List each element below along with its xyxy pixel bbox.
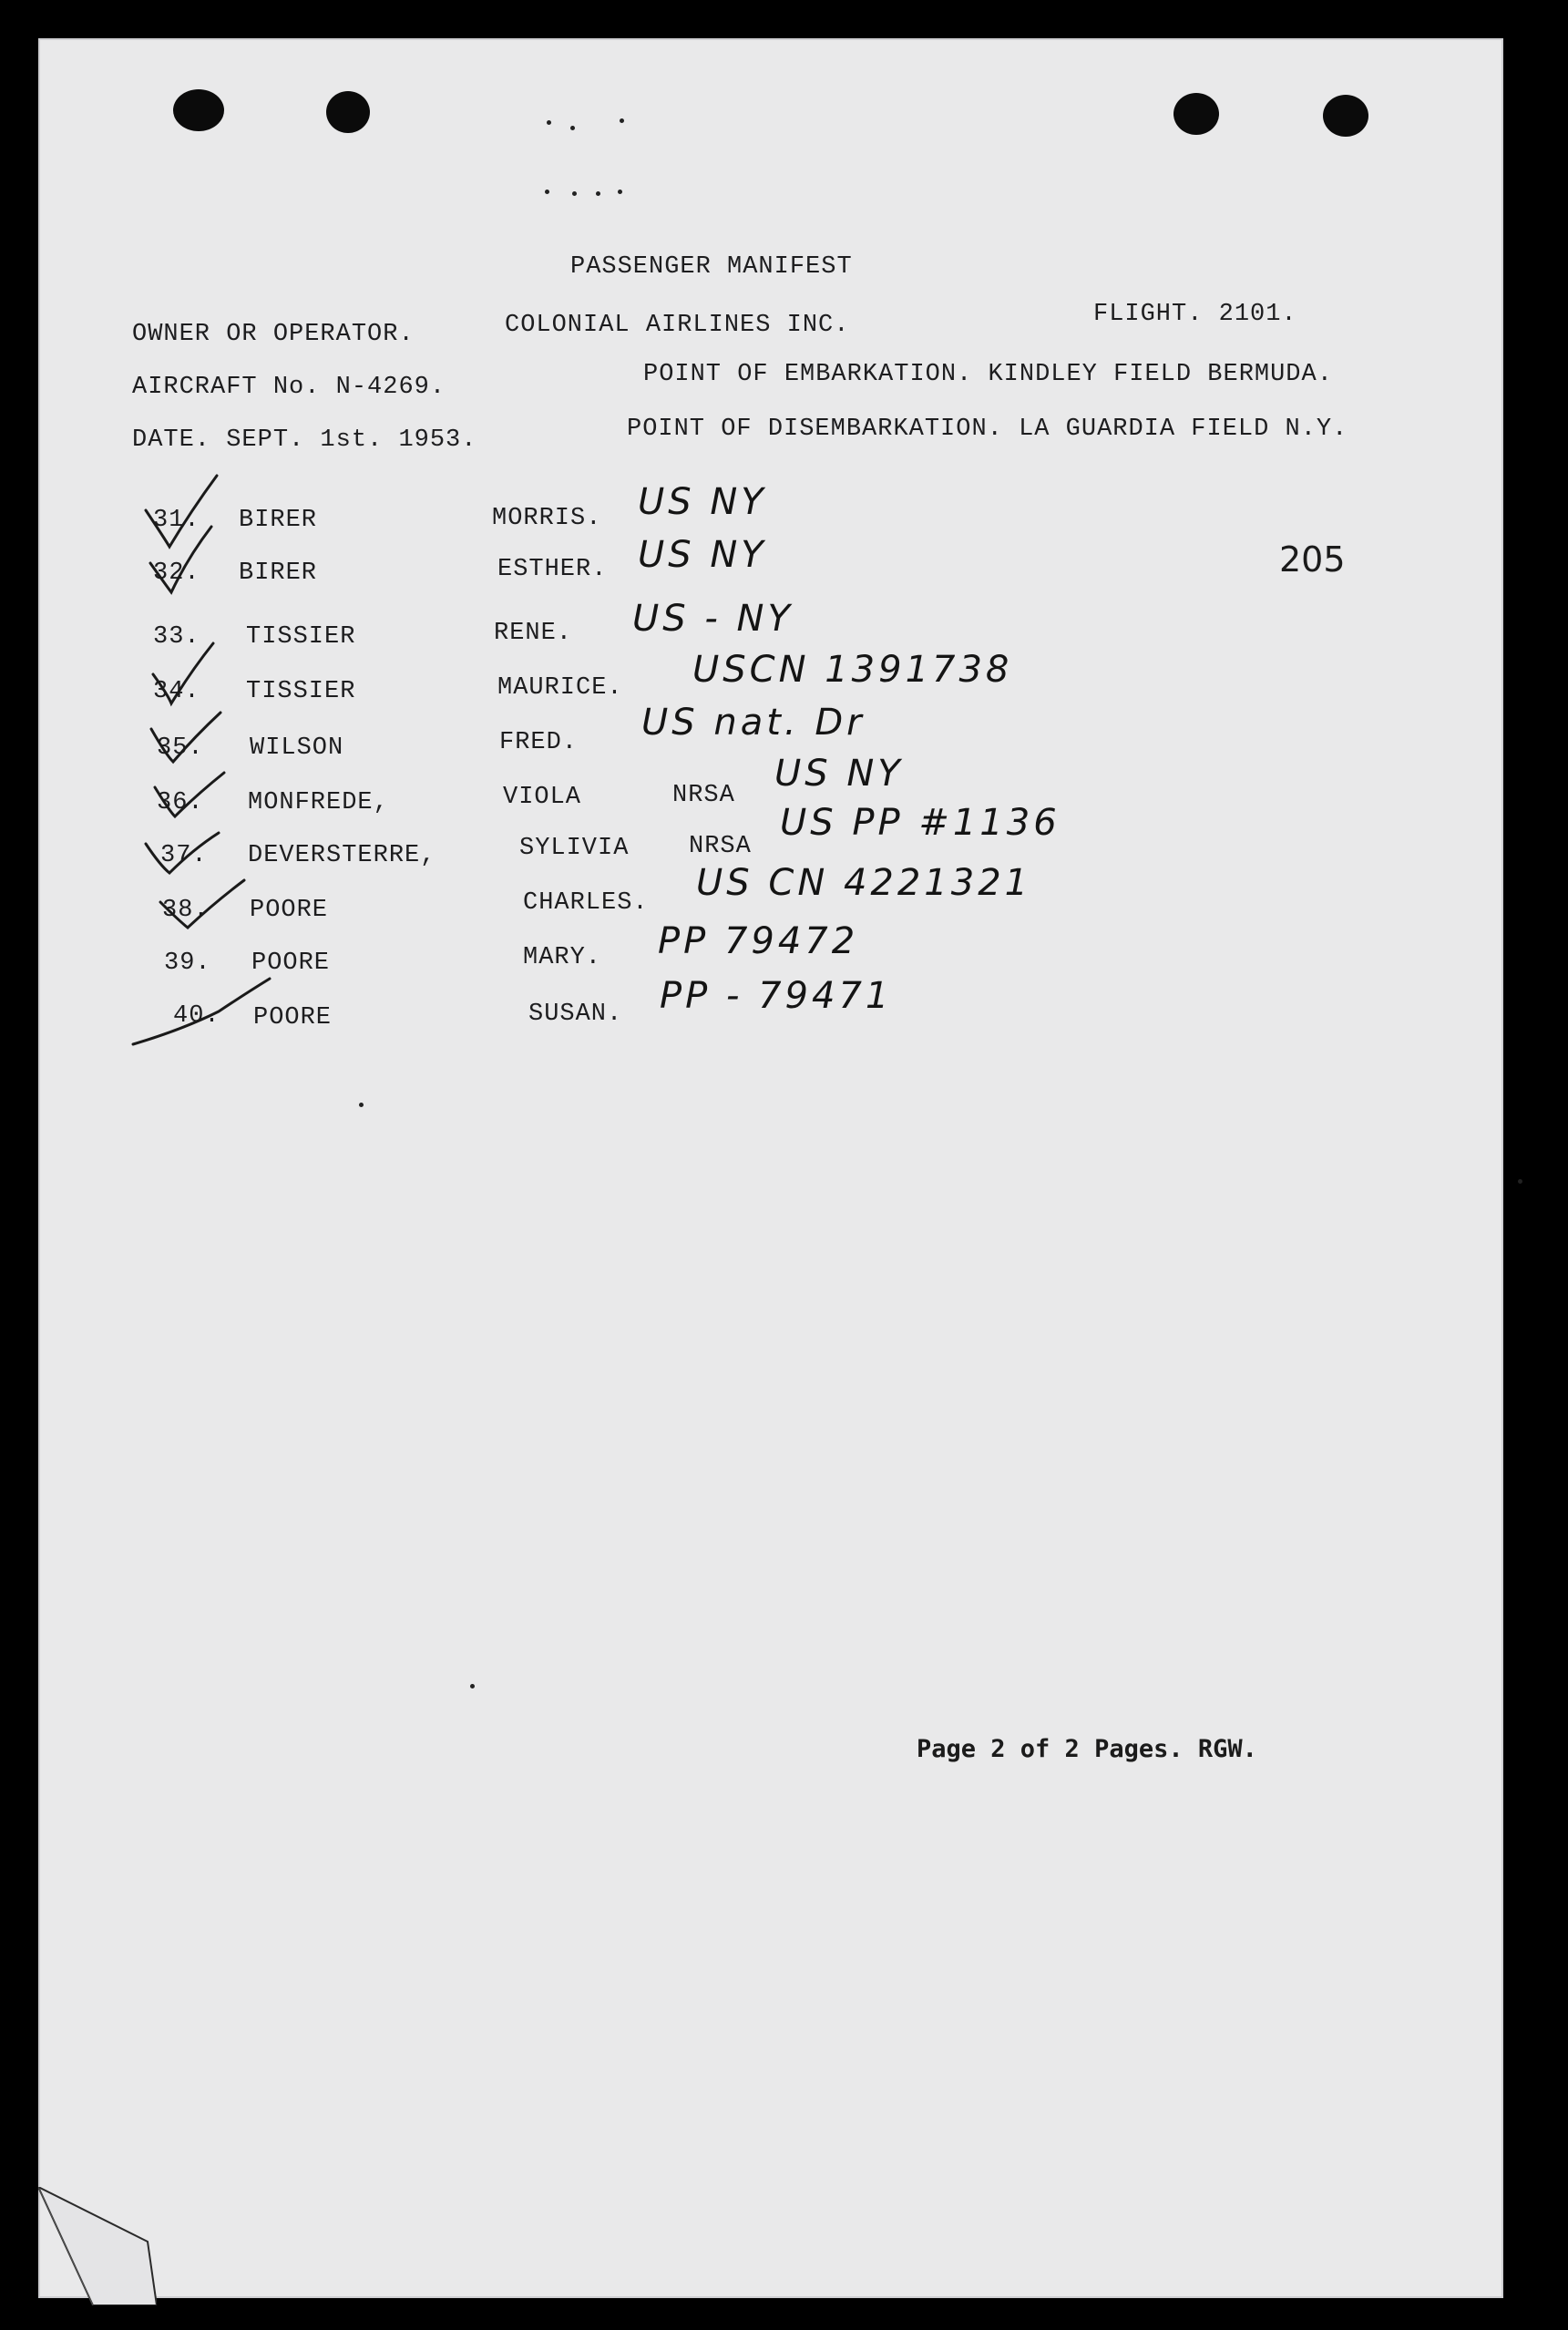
- page-footer: Page 2 of 2 Pages. RGW.: [917, 1735, 1257, 1763]
- paper-speck: [618, 190, 622, 194]
- passenger-handwritten-note: US NY: [774, 753, 904, 795]
- passenger-number: 39.: [164, 949, 211, 977]
- passenger-number: 34.: [153, 678, 200, 705]
- passenger-number: 35.: [157, 734, 204, 762]
- passenger-number: 40.: [173, 1002, 220, 1030]
- paper-speck: [620, 118, 624, 123]
- passenger-surname: POORE: [250, 897, 329, 924]
- folded-corner: [38, 2187, 157, 2305]
- passenger-surname: BIRER: [239, 507, 318, 534]
- passenger-status: NRSA: [689, 833, 752, 860]
- passenger-surname: TISSIER: [246, 678, 356, 705]
- paper-speck: [470, 1684, 475, 1688]
- paper-speck: [572, 191, 577, 196]
- passenger-surname: POORE: [253, 1004, 333, 1032]
- passenger-number: 31.: [153, 507, 200, 534]
- passenger-given-name: RENE.: [494, 620, 573, 647]
- passenger-handwritten-note: PP 79472: [658, 920, 859, 962]
- passenger-surname: DEVERSTERRE,: [248, 842, 436, 869]
- paper-speck: [570, 126, 575, 130]
- passenger-given-name: FRED.: [499, 729, 579, 756]
- passenger-handwritten-note: PP - 79471: [660, 975, 893, 1017]
- point-of-embarkation: POINT OF EMBARKATION. KINDLEY FIELD BERMUDA.: [643, 361, 1333, 388]
- passenger-given-name: SUSAN.: [528, 1001, 623, 1028]
- point-of-disembarkation: POINT OF DISEMBARKATION. LA GUARDIA FIELD N.Y.: [627, 416, 1348, 443]
- passenger-number: 33.: [153, 623, 200, 651]
- passenger-number: 38.: [162, 897, 210, 924]
- passenger-surname: BIRER: [239, 559, 318, 587]
- passenger-given-name: MAURICE.: [497, 674, 623, 702]
- aircraft-number: AIRCRAFT No. N-4269.: [132, 374, 446, 401]
- passenger-given-name: SYLIVIA: [519, 835, 630, 862]
- passenger-given-name: MARY.: [523, 944, 602, 971]
- passenger-number: 36.: [157, 789, 204, 816]
- passenger-handwritten-note: US - NY: [632, 598, 794, 640]
- passenger-number: 37.: [160, 842, 208, 869]
- punch-hole-right-2: [1323, 95, 1368, 137]
- punch-hole-left-1: [173, 89, 224, 131]
- passenger-given-name: VIOLA: [503, 784, 582, 811]
- passenger-surname: TISSIER: [246, 623, 356, 651]
- flight-number: FLIGHT. 2101.: [1093, 301, 1297, 328]
- paper-speck: [1518, 1179, 1522, 1184]
- passenger-given-name: ESTHER.: [497, 556, 608, 583]
- paper-speck: [359, 1103, 364, 1107]
- passenger-handwritten-note: USCN 1391738: [692, 649, 1013, 691]
- passenger-given-name: CHARLES.: [523, 889, 649, 917]
- passenger-handwritten-note: US nat. Dr: [641, 702, 866, 744]
- paper-speck: [545, 190, 549, 194]
- passenger-handwritten-note: US NY: [638, 534, 767, 576]
- passenger-handwritten-note: US NY: [638, 481, 767, 523]
- punch-hole-left-2: [326, 91, 370, 133]
- flight-date: DATE. SEPT. 1st. 1953.: [132, 426, 477, 454]
- passenger-status: NRSA: [672, 782, 735, 809]
- passenger-handwritten-note: US CN 4221321: [696, 862, 1032, 904]
- passenger-given-name: MORRIS.: [492, 505, 602, 532]
- paper-speck: [596, 191, 600, 196]
- paper-speck: [547, 120, 551, 125]
- passenger-surname: MONFREDE,: [248, 789, 389, 816]
- passenger-surname: WILSON: [250, 734, 344, 762]
- punch-hole-right-1: [1173, 93, 1219, 135]
- owner-value: COLONIAL AIRLINES INC.: [505, 312, 850, 339]
- page-stamp-number: 205: [1279, 539, 1346, 580]
- passenger-surname: POORE: [251, 949, 331, 977]
- owner-label: OWNER OR OPERATOR.: [132, 321, 415, 348]
- passenger-number: 32.: [153, 559, 200, 587]
- passenger-handwritten-note: US PP #1136: [780, 802, 1061, 844]
- manifest-title: PASSENGER MANIFEST: [570, 253, 853, 281]
